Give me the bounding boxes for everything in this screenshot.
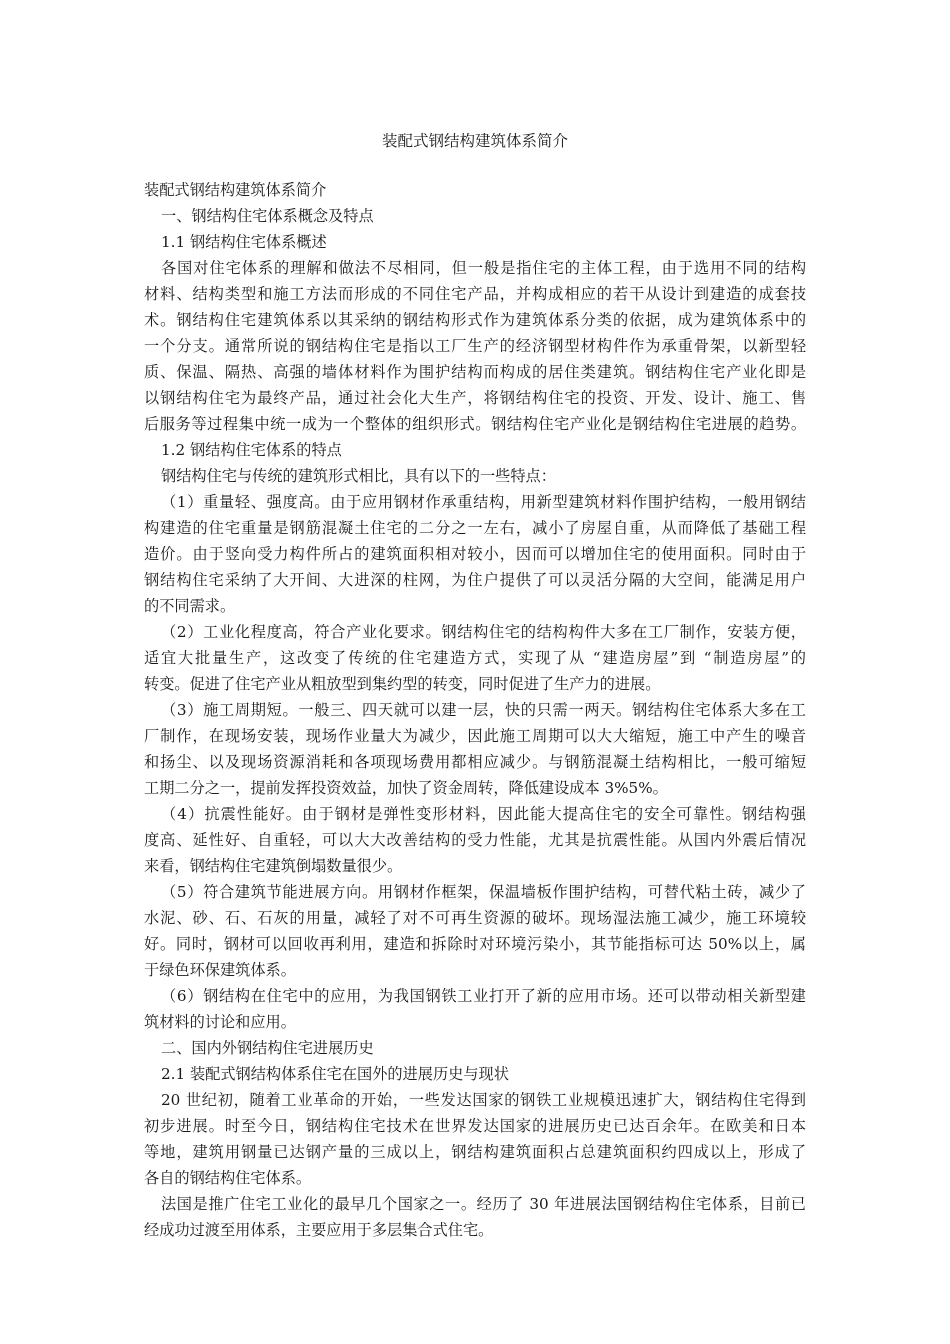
paragraph-line: （4）抗震性能好。由于钢材是弹性变形材料，因此能大提高住宅的安全可靠性。钢结构强 xyxy=(161,805,806,823)
paragraph-line: 材料、结构类型和施工方法而形成的不同住宅产品，并构成相应的若干从设计到建造的成套技 xyxy=(144,285,806,303)
paragraph-line: 一个分支。通常所说的钢结构住宅是指以工厂生产的经济钢型材构件作为承重骨架，以新型轻 xyxy=(144,337,806,355)
paragraph-line: 后服务等过程集中统一成为一个整体的组织形式。钢结构住宅产业化是钢结构住宅进展的趋势。 xyxy=(144,415,806,433)
paragraph-line: 等地，建筑用钢量已达钢产量的三成以上，钢结构建筑面积占总建筑面积约四成以上，形成了 xyxy=(144,1143,806,1161)
paragraph-line: 好。同时，钢材可以回收再利用，建造和拆除时对环境污染小，其节能指标可达 50%以上，属 xyxy=(144,935,806,953)
document-title: 装配式钢结构建筑体系简介 xyxy=(381,132,568,150)
section-heading-1: 一、钢结构住宅体系概念及特点 xyxy=(161,207,374,225)
paragraph-line: 造价。由于竖向受力构件所占的建筑面积相对较小，因而可以增加住宅的使用面积。同时由于 xyxy=(144,545,806,563)
paragraph-line: 各国对住宅体系的理解和做法不尽相同，但一般是指住宅的主体工程，由于选用不同的结构 xyxy=(161,259,806,277)
paragraph-line: （3）施工周期短。一般三、四天就可以建一层，快的只需一两天。钢结构住宅体系大多在工 xyxy=(161,701,806,719)
paragraph-line: 术。钢结构住宅建筑体系以其采纳的钢结构形式作为建筑体系分类的依据，成为建筑体系中的 xyxy=(144,311,806,329)
paragraph-line: 经成功过渡至用体系，主要应用于多层集合式住宅。 xyxy=(144,1221,494,1239)
paragraph-line: 来看，钢结构住宅建筑倒塌数量很少。 xyxy=(144,857,403,875)
paragraph-line: 的不同需求。 xyxy=(144,597,236,615)
paragraph-line: （1）重量轻、强度高。由于应用钢材作承重结构，用新型建筑材料作围护结构，一般用钢结 xyxy=(161,493,806,511)
paragraph-line: 于绿色环保建筑体系。 xyxy=(144,961,296,979)
subsection-heading-1-1: 1.1 钢结构住宅体系概述 xyxy=(161,233,327,251)
paragraph-line: 钢结构住宅与传统的建筑形式相比，具有以下的一些特点： xyxy=(161,467,556,485)
paragraph-line: 质、保温、隔热、高强的墙体材料作为围护结构而构成的居住类建筑。钢结构住宅产业化即是 xyxy=(144,363,806,381)
paragraph-line: 各自的钢结构住宅体系。 xyxy=(144,1169,312,1187)
paragraph-line: （6）钢结构在住宅中的应用，为我国钢铁工业打开了新的应用市场。还可以带动相关新型建 xyxy=(161,987,806,1005)
paragraph-line: 工期二分之一，提前发挥投资效益，加快了资金周转，降低建设成本 3%5%。 xyxy=(144,779,668,797)
subsection-heading-1-2: 1.2 钢结构住宅体系的特点 xyxy=(161,441,342,459)
document-body xyxy=(144,177,806,1243)
subsection-heading-2-1: 2.1 装配式钢结构体系住宅在国外的进展历史与现状 xyxy=(161,1065,509,1083)
paragraph-line: 适宜大批量生产，这改变了传统的住宅建造方式，实现了从 “建造房屋”到 “制造房屋”的 xyxy=(144,649,806,667)
paragraph-line: （2）工业化程度高，符合产业化要求。钢结构住宅的结构构件大多在工厂制作，安装方便， xyxy=(161,623,806,641)
paragraph-line: 转变。促进了住宅产业从粗放型到集约型的转变，同时促进了生产力的进展。 xyxy=(144,675,661,693)
paragraph-line: 和扬尘、以及现场资源消耗和各项现场费用都相应减少。与钢筋混凝土结构相比，一般可缩短 xyxy=(144,753,806,771)
paragraph-line: 法国是推广住宅工业化的最早几个国家之一。经历了 30 年进展法国钢结构住宅体系，目前已 xyxy=(161,1195,806,1213)
paragraph-line: 筑材料的讨论和应用。 xyxy=(144,1013,296,1031)
body-heading: 装配式钢结构建筑体系简介 xyxy=(144,181,327,199)
paragraph-line: 以钢结构住宅为最终产品，通过社会化大生产，将钢结构住宅的投资、开发、设计、施工、售 xyxy=(144,389,806,407)
section-heading-2: 二、国内外钢结构住宅进展历史 xyxy=(161,1039,374,1057)
paragraph-line: 水泥、砂、石、石灰的用量，减轻了对不可再生资源的破坏。现场湿法施工减少，施工环境较 xyxy=(144,909,806,927)
paragraph-line: （5）符合建筑节能进展方向。用钢材作框架，保温墙板作围护结构，可替代粘土砖，减少了 xyxy=(161,883,806,901)
paragraph-line: 构建造的住宅重量是钢筋混凝土住宅的二分之一左右，减小了房屋自重，从而降低了基础工程 xyxy=(144,519,806,537)
paragraph-line: 度高、延性好、自重轻，可以大大改善结构的受力性能，尤其是抗震性能。从国内外震后情况 xyxy=(144,831,806,849)
paragraph-line: 厂制作，在现场安装，现场作业量大为减少，因此施工周期可以大大缩短，施工中产生的噪音 xyxy=(144,727,806,745)
paragraph-line: 初步进展。时至今日，钢结构住宅技术在世界发达国家的进展历史已达百余年。在欧美和日本 xyxy=(144,1117,806,1135)
paragraph-line: 钢结构住宅采纳了大开间、大进深的柱网，为住户提供了可以灵活分隔的大空间，能满足用户 xyxy=(144,571,806,589)
paragraph-line: 20 世纪初，随着工业革命的开始，一些发达国家的钢铁工业规模迅速扩大，钢结构住宅得到 xyxy=(161,1091,806,1109)
